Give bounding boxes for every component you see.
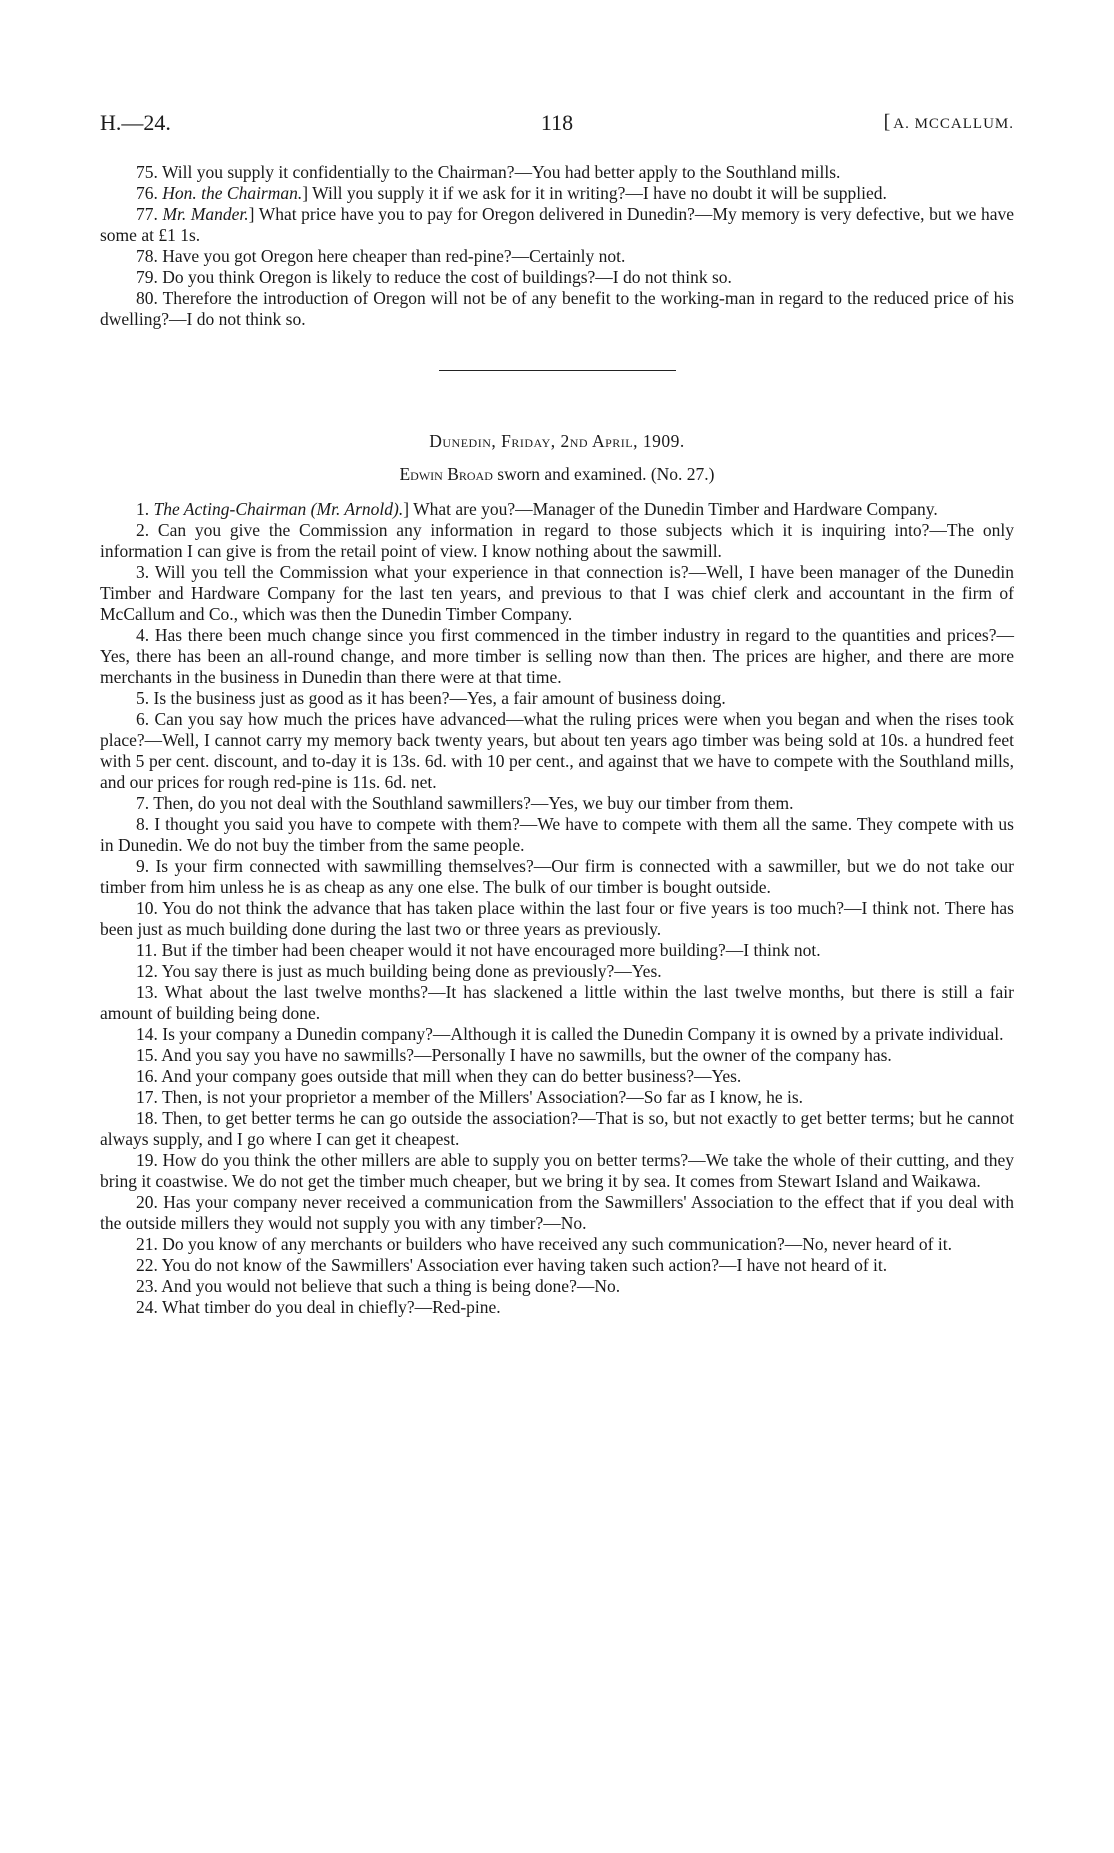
question-paragraph — [100, 162, 1014, 183]
question-text: Then, do you not deal with the Southland sawmillers?—Yes, we buy our timber from them. — [153, 793, 794, 813]
witness-header — [884, 112, 1014, 135]
question-number: 2. — [136, 520, 150, 540]
question-text: Will you supply it if we ask for it in writing?—I have no doubt it will be supplied. — [308, 183, 887, 203]
question-text: And you say you have no sawmills?—Personally I have no sawmills, but the owner of the company has. — [161, 1045, 892, 1065]
session-heading: Dunedin, Friday, 2nd April, 1909. — [429, 431, 685, 451]
question-number: 3. — [136, 562, 150, 582]
question-paragraph — [100, 499, 1014, 520]
question-paragraph — [100, 204, 1014, 246]
question-number: 5. — [136, 688, 150, 708]
question-text: Has your company never received a communication from the Sawmillers' Association to the effect that if you deal with the outside millers they would not supply you with any timber?—No. — [100, 1192, 1014, 1233]
question-paragraph — [100, 1255, 1014, 1276]
question-text: And you would not believe that such a thing is being done?—No. — [161, 1276, 621, 1296]
question-paragraph — [100, 1087, 1014, 1108]
question-paragraph — [100, 1234, 1014, 1255]
question-number: 14. — [136, 1024, 158, 1044]
section-divider — [439, 370, 676, 371]
page-header — [100, 112, 1014, 142]
question-number: 77. — [136, 204, 158, 224]
question-text: Do you think Oregon is likely to reduce the cost of buildings?—I do not think so. — [162, 267, 732, 287]
question-number: 15. — [136, 1045, 158, 1065]
header-bracket: [ — [883, 111, 892, 133]
question-text: Will you supply it confidentially to the Chairman?—You had better apply to the Southland mills. — [161, 162, 841, 182]
question-number: 13. — [136, 982, 158, 1002]
question-text: Have you got Oregon here cheaper than red-pine?—Certainly not. — [162, 246, 626, 266]
question-text: Can you say how much the prices have advanced—what the ruling prices were when you began and when the rises took place?—Well, I cannot carry my memory back twenty years, but about ten years ago timber was being sold at 10s. a hundred feet with 5 per cent. discount, and to-day it is 13s. 6d. with 10 per cent., and against that we have to compete with the Southland mills, and our prices for rough red-pine is 11s. 6d. net. — [100, 709, 1015, 792]
question-number: 20. — [136, 1192, 158, 1212]
question-text: Can you give the Commission any information in regard to those subjects which it is inquiring into?—The only information I can give is from the retail point of view. I know nothing about the sawmill. — [100, 520, 1015, 561]
question-text: And your company goes outside that mill when they can do better business?—Yes. — [161, 1066, 742, 1086]
question-number: 6. — [136, 709, 150, 729]
question-number: 9. — [136, 856, 150, 876]
question-text: What about the last twelve months?—It has slackened a little within the last twelve months, but there is still a fair amount of building being done. — [100, 982, 1014, 1023]
question-paragraph — [100, 183, 1014, 204]
witness-header-name: A. MCCALLUM. — [893, 116, 1014, 132]
question-paragraph — [100, 961, 1014, 982]
witness-status: sworn and examined. (No. 27.) — [492, 464, 715, 484]
question-text: Is your company a Dunedin company?—Although it is called the Dunedin Company it is owned by a private individual. — [162, 1024, 1004, 1044]
question-text: Is the business just as good as it has been?—Yes, a fair amount of business doing. — [153, 688, 726, 708]
question-paragraph — [100, 1108, 1014, 1150]
question-paragraph — [100, 562, 1014, 625]
question-number: 78. — [136, 246, 158, 266]
question-number: 4. — [136, 625, 150, 645]
question-number: 7. — [136, 793, 150, 813]
question-text: What price have you to pay for Oregon delivered in Dunedin?—My memory is very defective, but we have some at £1 1s. — [100, 204, 1014, 245]
question-text: How do you think the other millers are able to supply you on better terms?—We take the whole of their cutting, and they bring it coastwise. We do not get the timber much cheaper, but we bring it by sea. It comes from Stewart Island and Waikawa. — [100, 1150, 1014, 1191]
question-paragraph — [100, 856, 1014, 898]
question-number: 12. — [136, 961, 158, 981]
question-number: 1. — [136, 499, 150, 519]
question-paragraph — [100, 688, 1014, 709]
question-text: What are you?—Manager of the Dunedin Timber and Hardware Company. — [409, 499, 938, 519]
question-number: 10. — [136, 898, 158, 918]
question-list — [100, 499, 1014, 1318]
question-number: 21. — [136, 1234, 158, 1254]
question-paragraph — [100, 1150, 1014, 1192]
question-paragraph — [100, 1276, 1014, 1297]
question-paragraph — [100, 940, 1014, 961]
question-text: Then, to get better terms he can go outside the association?—That is so, but not exactly to get better terms; but he cannot always supply, and I go where I can get it cheapest. — [100, 1108, 1015, 1149]
question-number: 11. — [136, 940, 158, 960]
question-text: Will you tell the Commission what your experience in that connection is?—Well, I have been manager of the Dunedin Timber and Hardware Company for the last ten years, and previous to that I was chief clerk and accountant in the firm of McCallum and Co., which was then the Dunedin Timber Company. — [100, 562, 1014, 624]
question-text: Is your firm connected with sawmilling themselves?—Our firm is connected with a sawmiller, but we do not take our timber from him unless he is as cheap as any one else. The bulk of our timber is bought outside. — [100, 856, 1015, 897]
speaker-bracket: ] — [302, 183, 309, 203]
question-paragraph — [100, 520, 1014, 562]
question-text: Then, is not your proprietor a member of the Millers' Association?—So far as I know, he is. — [161, 1087, 804, 1107]
page-number: 118 — [540, 110, 574, 135]
question-text: Has there been much change since you first commenced in the timber industry in regard to the quantities and prices?—Yes, there has been an all-round change, and more timber is selling now than then. The prices are higher, and there are more merchants in the business in Dunedin than there were at that time. — [100, 625, 1014, 687]
question-text: Therefore the introduction of Oregon will not be of any benefit to the working-man in regard to the reduced price of his dwelling?—I do not think so. — [100, 288, 1014, 329]
question-number: 76. — [136, 183, 158, 203]
question-paragraph — [100, 246, 1014, 267]
question-paragraph — [100, 898, 1014, 940]
question-paragraph — [100, 709, 1014, 793]
question-paragraph — [100, 1066, 1014, 1087]
question-text: You say there is just as much building being done as previously?—Yes. — [161, 961, 662, 981]
continued-questions — [100, 162, 1014, 330]
question-number: 17. — [136, 1087, 158, 1107]
question-paragraph — [100, 814, 1014, 856]
document-reference: H.—24. — [100, 110, 171, 135]
speaker-bracket: ] — [248, 204, 255, 224]
speaker-name: The Acting-Chairman (Mr. Arnold). — [153, 499, 404, 519]
question-text: But if the timber had been cheaper would it not have encouraged more building?—I think not. — [161, 940, 821, 960]
question-paragraph — [100, 982, 1014, 1024]
question-number: 8. — [136, 814, 150, 834]
speaker-name: Mr. Mander. — [162, 204, 249, 224]
question-text: What timber do you deal in chiefly?—Red-pine. — [161, 1297, 501, 1317]
question-number: 16. — [136, 1066, 158, 1086]
speaker-name: Hon. the Chairman. — [162, 183, 303, 203]
witness-line — [100, 464, 1014, 485]
question-text: Do you know of any merchants or builders who have received any such communication?—No, never heard of it. — [162, 1234, 952, 1254]
question-paragraph — [100, 1192, 1014, 1234]
question-text: I thought you said you have to compete with them?—We have to compete with them all the same. They compete with us in Dunedin. We do not buy the timber from the same people. — [100, 814, 1014, 855]
question-paragraph — [100, 267, 1014, 288]
question-number: 24. — [136, 1297, 158, 1317]
witness-name: Edwin Broad — [399, 464, 493, 484]
question-number: 19. — [136, 1150, 158, 1170]
question-paragraph — [100, 288, 1014, 330]
question-number: 18. — [136, 1108, 158, 1128]
question-paragraph — [100, 625, 1014, 688]
question-number: 75. — [136, 162, 158, 182]
question-paragraph — [100, 1297, 1014, 1318]
question-number: 22. — [136, 1255, 158, 1275]
question-text: You do not know of the Sawmillers' Association ever having taken such action?—I have not heard of it. — [161, 1255, 888, 1275]
question-number: 23. — [136, 1276, 158, 1296]
question-paragraph — [100, 1045, 1014, 1066]
question-paragraph — [100, 1024, 1014, 1045]
speaker-bracket: ] — [403, 499, 410, 519]
question-paragraph — [100, 793, 1014, 814]
question-text: You do not think the advance that has taken place within the last four or five years is too much?—I think not. There has been just as much building done during the last two or three years as previously. — [100, 898, 1014, 939]
question-number: 79. — [136, 267, 158, 287]
question-number: 80. — [136, 288, 158, 308]
